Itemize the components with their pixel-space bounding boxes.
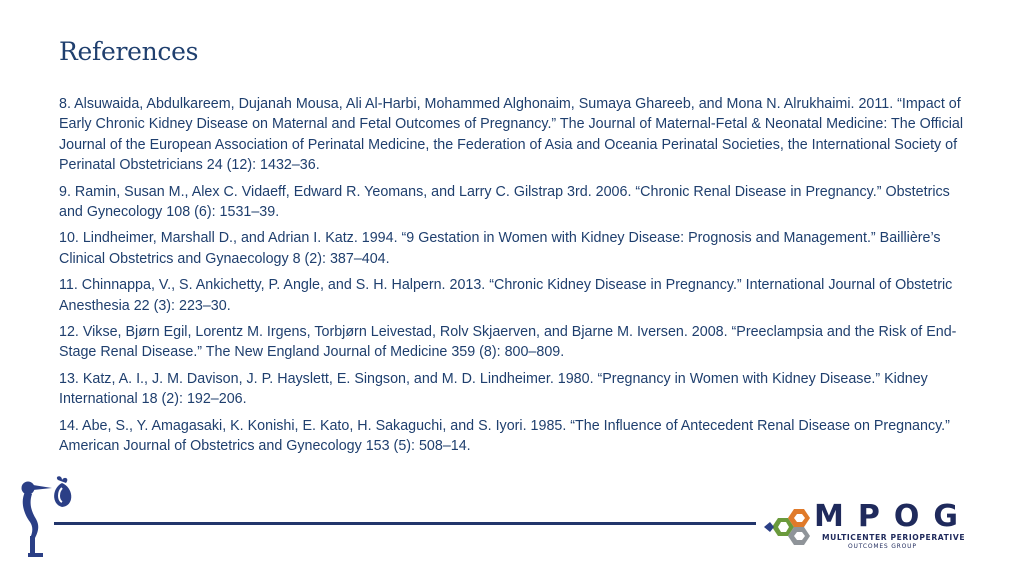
reference-item: 13. Katz, A. I., J. M. Davison, J. P. Hayslett, E. Singson, and M. D. Lindheimer. 1980. “Pregnancy in Women with Kidney Disease.” Kidney International 18 (2): 192–206. (59, 370, 928, 408)
reference-item: 9. Ramin, Susan M., Alex C. Vidaeff, Edward R. Yeomans, and Larry C. Gilstrap 3rd. 2006. “Chronic Renal Disease in Pregnancy.” Obstetrics and Gynecology 108 (6): 1531–39. (59, 183, 950, 221)
reference-list (59, 94, 974, 463)
stork-icon (18, 474, 80, 560)
mpog-mark-icon (764, 506, 820, 548)
mpog-wordmark: MPOG (814, 499, 972, 534)
reference-item: 11. Chinnappa, V., S. Ankichetty, P. Angle, and S. H. Halpern. 2013. “Chronic Kidney Disease in Pregnancy.” International Journal of Obstetric Anesthesia 22 (3): 223–30. (59, 277, 953, 314)
page-title: References (59, 37, 199, 66)
mpog-tagline-2: OUTCOMES GROUP (848, 543, 917, 550)
reference-item: 10. Lindheimer, Marshall D., and Adrian I. Katz. 1994. “9 Gestation in Women with Kidney Disease: Prognosis and Management.” Baillière’s Clinical Obstetrics and Gynaecology 8 (2): 387–404. (59, 230, 941, 267)
footer-divider (54, 522, 756, 525)
reference-item: 12. Vikse, Bjørn Egil, Lorentz M. Irgens, Torbjørn Leivestad, Rolv Skjaerven, and Bjarne M. Iversen. 2008. “Preeclampsia and the Risk of End-Stage Renal Disease.” The New England Journal of Medicine 359 (8): 800–809. (59, 324, 957, 361)
reference-item: 8. Alsuwaida, Abdulkareem, Dujanah Mousa, Ali Al-Harbi, Mohammed Alghonaim, Sumaya Ghareeb, and Mona N. Alrukhaimi. 2011. “Impact of Early Chronic Kidney Disease on Maternal and Fetal Outcomes of Pregnancy.” The Journal of Maternal-Fetal & Neonatal Medicine: The Official Journal of the European Association of Perinatal Medicine, the Federation of Asia and Oceania Perinatal Societies, the International Society of Perinatal Obstetricians 24 (12): 1432–36. (59, 96, 964, 174)
reference-item: 14. Abe, S., Y. Amagasaki, K. Konishi, E. Kato, H. Sakaguchi, and S. Iyori. 1985. “The Influence of Antecedent Renal Disease on Pregnancy.” American Journal of Obstetrics and Gynecology 153 (5): 508–14. (59, 417, 950, 455)
mpog-tagline-1: MULTICENTER PERIOPERATIVE (822, 533, 966, 542)
mpog-logo (764, 499, 976, 552)
